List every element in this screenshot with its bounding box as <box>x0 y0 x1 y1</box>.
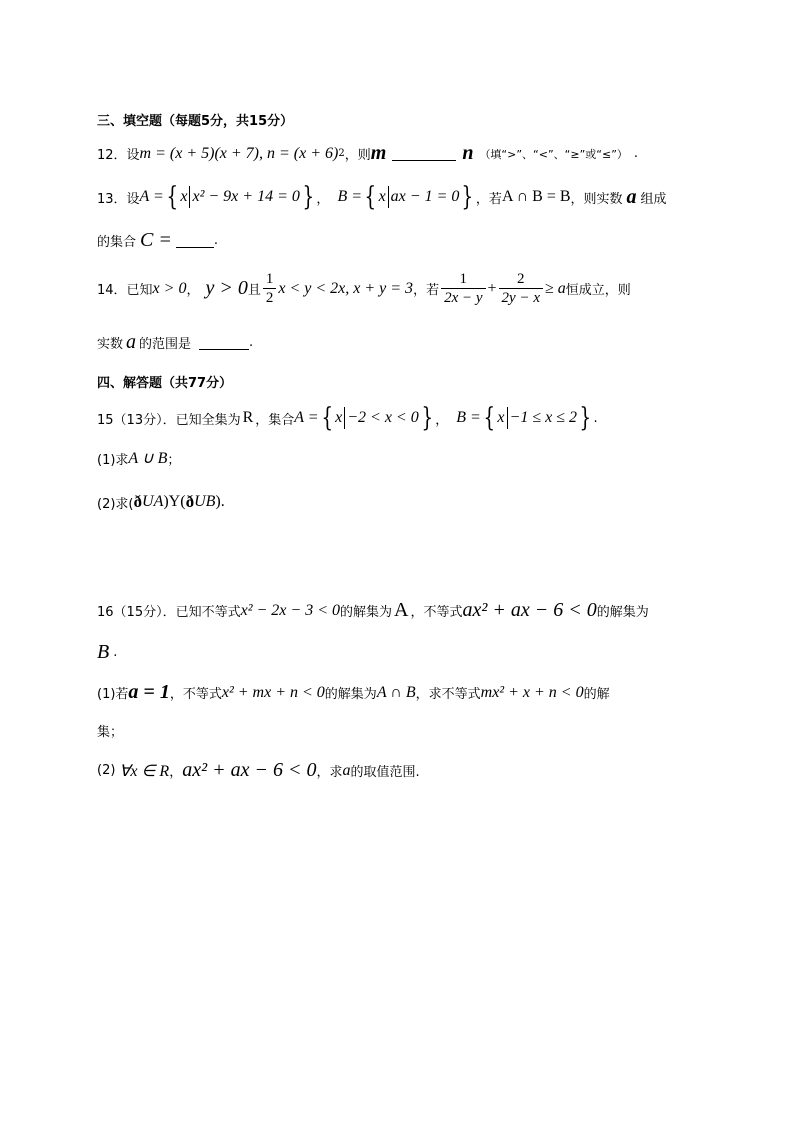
q12-expression: m = (x + 5)(x + 7), n = (x + 6) <box>139 144 339 162</box>
q12-then: ，则 <box>344 148 371 163</box>
q15-p2-a: A <box>153 493 164 510</box>
q15-text: ，集合 <box>255 412 295 428</box>
q16-p1-t1: ，不等式 <box>169 687 222 702</box>
left-brace-icon: { <box>483 403 495 433</box>
q16-p1-inequality2: mx² + x + n < 0 <box>480 683 584 701</box>
q16-p1-t4: 的解 <box>583 687 610 702</box>
q16-p1-a: a = 1 <box>128 681 170 703</box>
q15-p2-mid: )Y( <box>163 493 186 510</box>
q16-a-set: A <box>394 599 409 621</box>
section-title: 三、填空题（每题5分，共15分） <box>97 114 294 129</box>
set-bar-icon <box>189 186 190 208</box>
question-14 <box>97 270 631 307</box>
section-title: 四、解答题（共77分） <box>97 376 233 391</box>
q16-p1-t2: 的解集为 <box>324 687 377 702</box>
q16-p2-end: 的取值范围. <box>350 765 420 780</box>
q16-p1-line2: 集； <box>97 725 124 740</box>
q14-cond1: x > 0 <box>152 279 187 297</box>
question-12 <box>97 142 638 165</box>
q15-period: . <box>593 410 598 426</box>
q13-set-a-label: A = <box>139 188 164 205</box>
question-16 <box>97 599 649 622</box>
q16-inequality2: ax² + ax − 6 < 0 <box>462 599 597 621</box>
right-brace-icon: } <box>461 182 474 212</box>
left-brace-icon: { <box>364 182 377 212</box>
q15-universal: U <box>194 493 206 510</box>
q14-cond2: y > 0 <box>205 277 248 299</box>
q14-answer-blank[interactable] <box>199 335 249 350</box>
question-15 <box>97 405 598 431</box>
q16-p2-sep: ， <box>169 765 183 780</box>
section-heading-solve <box>97 372 232 391</box>
q13-set-b-var: x <box>378 188 386 205</box>
question-15-part2 <box>97 492 225 512</box>
q15-sep: ， <box>435 412 449 428</box>
question-15-part1 <box>97 448 180 468</box>
q16-p1-set: A ∩ B <box>376 683 416 701</box>
q16-text3: 的解集为 <box>596 605 649 620</box>
q16-p2-inequality: ax² + ax − 6 < 0 <box>182 759 317 781</box>
set-bar-icon <box>388 186 389 208</box>
question-13 <box>97 184 667 210</box>
q13-text1: ，则实数 <box>570 191 623 207</box>
q16-p2-a: a <box>342 761 351 779</box>
q16-p2-text: ，求 <box>316 765 343 780</box>
q14-sep: ， <box>186 283 200 298</box>
q14-a: a <box>126 331 137 353</box>
question-14-line2 <box>97 331 253 354</box>
left-brace-icon: { <box>321 403 333 433</box>
q16-p1-inequality: x² + mx + n < 0 <box>221 683 325 701</box>
question-16-part2 <box>97 759 420 782</box>
q14-line2b: 的范围是 <box>139 337 192 352</box>
q12-m: m <box>370 142 387 164</box>
q15-universal: U <box>142 493 154 510</box>
question-16-part1 <box>97 681 610 704</box>
set-bar-icon <box>507 407 508 429</box>
q12-number: 12．设 <box>97 148 140 163</box>
right-brace-icon: } <box>579 403 592 433</box>
q15-p1-expr: A ∪ B <box>128 450 168 467</box>
q13-answer-blank[interactable] <box>176 233 214 248</box>
question-16-part1-line2 <box>97 721 123 740</box>
q13-set-b-label: B = <box>337 188 363 205</box>
q13-if: ，若 <box>475 191 502 207</box>
q14-geq-a: ≥ a <box>544 279 566 297</box>
q14-number: 14．已知 <box>97 283 153 298</box>
q13-a: a <box>626 185 637 208</box>
q13-sep: ， <box>316 191 330 207</box>
q15-number: 15（13分）．已知全集为 <box>97 412 241 428</box>
fraction-one-half: $\frac{1}{2}$ <box>263 270 277 307</box>
left-brace-icon: { <box>166 182 178 212</box>
q16-period: . <box>113 645 118 660</box>
q14-inequality: x < y < 2x, x + y = 3 <box>278 279 414 297</box>
q16-number: 16（15分）．已知不等式 <box>97 605 241 620</box>
q13-relation: A ∩ B = B <box>501 188 571 205</box>
question-16-line2 <box>97 641 117 664</box>
q15-set-b-var: x <box>497 409 505 426</box>
q14-line2a: 实数 <box>97 337 124 352</box>
q15-set-b-label: B = <box>456 409 481 426</box>
q16-inequality1: x² − 2x − 3 < 0 <box>240 601 340 619</box>
q16-text2: ，不等式 <box>410 605 463 620</box>
set-bar-icon <box>344 407 345 429</box>
q15-set-b-condition: −1 ≤ x ≤ 2 <box>509 409 577 426</box>
q15-p1-label: (1)求 <box>97 452 129 468</box>
q15-p2-label: (2)求( <box>97 496 134 512</box>
q14-if: ，若 <box>413 283 440 298</box>
q13-set-a-var: x <box>180 188 188 205</box>
fraction-2: $\frac{2}{2y - x}$ <box>499 270 543 307</box>
right-brace-icon: } <box>302 182 314 212</box>
fraction-1: $\frac{1}{2x - y}$ <box>441 270 485 307</box>
q13-set-b-condition: ax − 1 = 0 <box>390 188 460 205</box>
complement-icon: ð <box>133 492 142 511</box>
q13-text2: 组成 <box>640 191 667 207</box>
q15-p2-b: B <box>205 493 216 510</box>
q12-exponent: 2 <box>338 148 345 159</box>
q16-p1-label: (1)若 <box>97 687 129 702</box>
q16-b-set: B <box>97 641 110 663</box>
q12-hint: （填“>”、“<”、“≥”或“≤”） <box>479 147 628 161</box>
q14-period: . <box>249 335 254 350</box>
q14-and: 且 <box>247 283 261 298</box>
q15-set-a-label: A = <box>294 409 319 426</box>
q16-p2-forall: ∀x ∈ R <box>119 762 170 780</box>
q12-answer-blank[interactable] <box>392 146 456 161</box>
q15-set-a-condition: −2 < x < 0 <box>347 409 419 426</box>
q13-period: . <box>213 233 218 248</box>
question-13-line2 <box>97 229 218 252</box>
q13-set-a-condition: x² − 9x + 14 = 0 <box>192 188 300 205</box>
q15-p2-end: ). <box>215 493 225 510</box>
section-heading-fill-in <box>97 110 293 129</box>
q12-period: . <box>633 146 639 161</box>
q13-c: C = <box>140 229 172 251</box>
q13-number: 13．设 <box>97 191 140 207</box>
q13-line2: 的集合 <box>97 235 137 250</box>
complement-icon: ð <box>185 492 195 511</box>
right-brace-icon: } <box>421 403 433 433</box>
q16-text1: 的解集为 <box>339 605 392 620</box>
q16-p1-t3: ，求不等式 <box>415 687 481 702</box>
q14-text: 恒成立，则 <box>565 283 631 298</box>
q12-n: n <box>462 142 474 164</box>
q14-plus: + <box>487 279 497 297</box>
q15-set-a-var: x <box>335 409 343 426</box>
q15-p1-end: ； <box>167 452 181 468</box>
q16-p2-label: (2) <box>97 763 116 778</box>
q15-r: R <box>242 409 254 426</box>
